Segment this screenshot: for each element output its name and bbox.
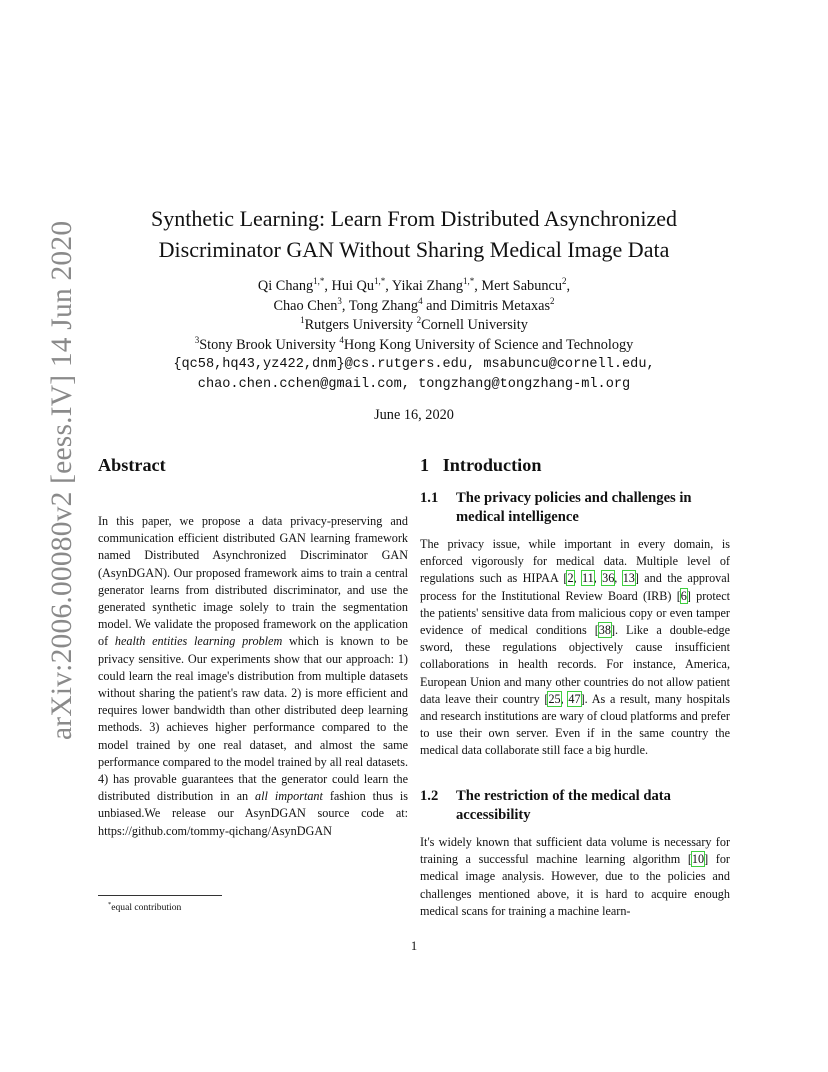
author-name: Tong Zhang bbox=[348, 297, 419, 314]
email: {qc58,hq43,yz422,dnm}@cs.rutgers.edu bbox=[173, 357, 468, 372]
footnote-rule bbox=[98, 895, 222, 896]
author-name: and Dimitris Metaxas bbox=[426, 297, 551, 314]
section-1-2-heading: 1.2 The restriction of the medical data accessibility bbox=[420, 788, 671, 823]
section-1-2-text: It's widely known that sufficient data volume is necessary for training a successful machine learning algorithm [10] for medical image analysis. However, due to the policies and challenges mentioned above, it is hard to acquire enough medical scans for training a machine learn- bbox=[420, 835, 730, 918]
author-name: Hui Qu bbox=[331, 278, 375, 294]
author-line-2: Chao Chen$^3$, Tong Zhang$^4$ and Dimitris Metaxas$^2$ bbox=[273, 295, 555, 314]
page-number: 1 bbox=[410, 939, 418, 953]
affiliation: Stony Brook University bbox=[199, 336, 336, 353]
title-line-1: Synthetic Learning: Learn From Distributed Asynchronized bbox=[150, 206, 678, 231]
author-line-1: Qi Chang$^{1,*}$, Hui $Qu^{1,*}$, Yikai Zhang$^{1,*}$, Mert Sabuncu$^2$, bbox=[257, 276, 571, 294]
arxiv-identifier: arXiv:2006.00080v2 [eess.IV] 14 Jun 2020 bbox=[46, 220, 78, 740]
abstract-text: In this paper, we propose a data privacy-preserving and communication efficient distributed GAN learning framework named Distributed Asynchronized Discriminator GAN (AsynDGAN). Our proposed framework aims to train a central generator learns from distributed discriminator, and use the generated synthetic image solely to train the segmentation model. We validate the proposed framework on the application of health entities learning problem which is known to be privacy sensitive. Our experiments show that our approach: 1) could learn the real image's distribution from multiple datasets without sharing the patient's raw data. 2) is more efficient and requires lower bandwidth than other distributed deep learning methods. 3) achieves higher performance compared to the model trained by one real dataset, and almost the same performance compared to the model trained by all real datasets. 4) has provable guarantees that the generator could learn the distributed distribution in an all important fashion thus is unbiased.We release our AsynDGAN source code at: https://github.com/tommy-qichang/AsynDGAN bbox=[98, 514, 409, 838]
affiliation: Hong Kong University of Science and Technology bbox=[343, 336, 634, 353]
citation-link[interactable]: 11 bbox=[581, 571, 594, 586]
citation-link[interactable]: 2 bbox=[567, 571, 574, 586]
intro-heading: 1 Introduction bbox=[420, 455, 542, 475]
author-name: Chao Chen bbox=[273, 297, 338, 314]
abstract-heading: Abstract bbox=[98, 455, 166, 475]
email: msabuncu@cornell.edu, bbox=[483, 357, 655, 372]
affiliation: Rutgers University bbox=[304, 317, 413, 333]
email: tongzhang@tongzhang-ml.org bbox=[418, 376, 631, 392]
author-block bbox=[100, 277, 728, 394]
footnote: *equal contribution bbox=[108, 901, 182, 914]
citation-link[interactable]: 13 bbox=[622, 571, 635, 586]
affiliation-line-2: $^3$Stony Brook University $^4$Hong Kong University of Science and Technology bbox=[194, 334, 634, 353]
affiliation-line-1: $^1$Rutgers University $^2$Cornell University bbox=[300, 315, 528, 333]
citation-link[interactable]: 38 bbox=[598, 623, 611, 638]
author-name: Yikai Zhang bbox=[391, 278, 463, 294]
title-line-2: Discriminator GAN Without Sharing Medical Image Data bbox=[158, 237, 670, 262]
author-name: Qi Chang bbox=[257, 278, 314, 294]
affiliation: Cornell University bbox=[421, 317, 528, 333]
paper-title bbox=[100, 203, 728, 265]
citation-link[interactable]: 25 bbox=[548, 691, 561, 706]
section-1-1-heading: 1.1 The privacy policies and challenges in medical intelligence bbox=[420, 490, 692, 525]
email: chao.chen.cchen@gmail.com bbox=[197, 376, 402, 392]
email-line-2: chao.chen.cchen@gmail.com, tongzhang@tongzhang-ml.org bbox=[197, 376, 631, 392]
email-line-1: {qc58,hq43,yz422,dnm}@cs.rutgers.edu, msabuncu@cornell.edu, bbox=[173, 357, 655, 372]
citation-link[interactable]: 6 bbox=[680, 588, 687, 603]
citation-link[interactable]: 36 bbox=[602, 571, 615, 586]
citation-link[interactable]: 10 bbox=[691, 852, 705, 867]
citation-link[interactable]: 47 bbox=[568, 691, 581, 706]
publication-date: June 16, 2020 bbox=[374, 407, 454, 423]
author-name: Mert Sabuncu bbox=[481, 278, 562, 294]
section-1-1-text: The privacy issue, while important in every domain, is enforced vigorously for medical data. Multiple level of regulations such as HIPAA [2, 11, 36, 13] and the approval process for the Institutional Review Board (IRB) [6] protect the patients' sensitive data from malicious copy or even tamper evidence of medical conditions [38]. Like a double-edge sword, these regulations objectively cause insufficient collaborations in health records. For instance, America, European Union and many other countries do not allow patient data leave their country [25, 47]. As a result, many hospitals and research institutions are wary of cloud platforms and prefer to use their own server. Even if in the same country the medical data collaborate still face a big hurdle. bbox=[420, 537, 731, 758]
